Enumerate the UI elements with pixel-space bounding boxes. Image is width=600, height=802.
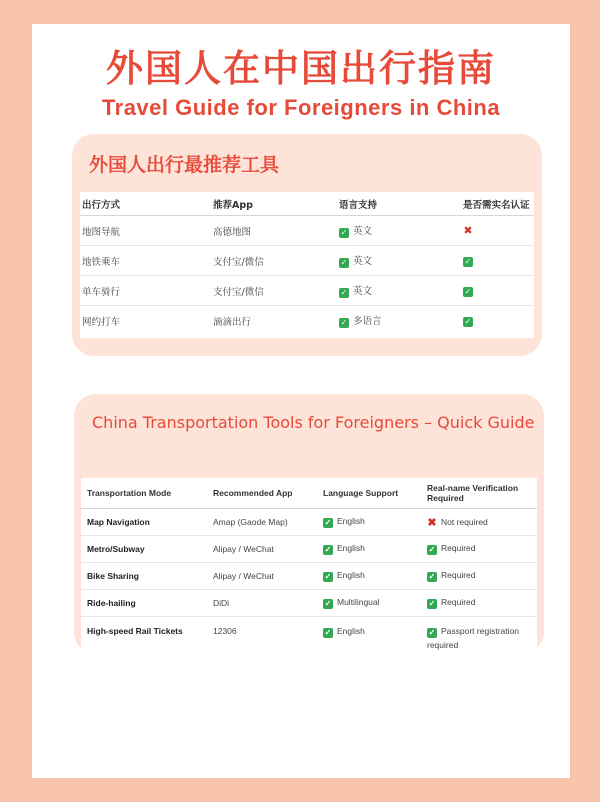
check-icon: ✓ — [428, 599, 436, 608]
table-row — [80, 306, 534, 336]
cell-verify — [421, 563, 537, 590]
lang-text: English — [337, 626, 365, 636]
cross-icon: ✖ — [463, 224, 473, 237]
table-header-row — [81, 478, 537, 509]
lang-text: English — [337, 516, 365, 526]
cell-mode: 地图导航 — [80, 216, 211, 246]
cell-lang — [317, 536, 421, 563]
cell-mode: 地铁乘车 — [80, 246, 211, 276]
table-zh — [80, 192, 534, 335]
cell-lang — [337, 276, 461, 306]
page-title-en: Travel Guide for Foreigners in China — [101, 95, 501, 120]
column-header: 出行方式 — [80, 192, 211, 216]
verify-text: Required — [441, 543, 476, 553]
cell-mode: 网约打车 — [82, 316, 121, 328]
table-row — [81, 536, 537, 563]
check-icon: ✓ — [464, 286, 472, 296]
verify-text: Required — [441, 597, 476, 607]
cell-mode: Metro/Subway — [81, 536, 207, 563]
column-header: Real-name Verification Required — [421, 478, 537, 509]
cell-mode: High-speed Rail Tickets — [87, 626, 183, 636]
cell-lang — [337, 246, 461, 276]
lang-text: 英文 — [353, 226, 373, 237]
cell-lang — [337, 216, 461, 246]
verify-text: Required — [441, 570, 476, 580]
cell-app: Alipay / WeChat — [207, 563, 317, 590]
cell-app: DiDi — [207, 590, 317, 617]
column-header: Recommended App — [207, 478, 317, 509]
table-row — [81, 617, 537, 663]
table-row — [81, 563, 537, 590]
check-icon: ✓ — [340, 228, 348, 237]
check-icon: ✓ — [428, 572, 436, 581]
cell-app: Alipay / WeChat — [207, 536, 317, 563]
page-title-zh: 外国人在中国出行指南 — [106, 47, 496, 90]
cell-verify — [461, 216, 534, 246]
check-icon: ✓ — [464, 256, 472, 266]
verify-text: Passport registration required — [427, 626, 519, 650]
card-zh — [72, 134, 542, 356]
cell-verify — [421, 536, 537, 563]
cell-lang — [317, 617, 421, 663]
card-title-zh: 外国人出行最推荐工具 — [89, 154, 280, 176]
lang-text: 英文 — [353, 286, 373, 297]
cell-mode: Ride-hailing — [81, 590, 207, 617]
check-icon: ✓ — [428, 545, 436, 554]
guide-sheet — [32, 24, 570, 778]
table-zh-container — [80, 192, 534, 338]
cell-verify — [461, 246, 534, 276]
table-row — [80, 276, 534, 306]
lang-text: English — [337, 570, 365, 580]
cell-verify — [421, 590, 537, 617]
column-header: 推荐App — [211, 192, 337, 216]
cell-mode: Map Navigation — [81, 509, 207, 536]
check-icon: ✓ — [324, 518, 332, 527]
cell-app: 滴滴出行 — [213, 316, 252, 328]
cell-lang — [317, 590, 421, 617]
check-icon: ✓ — [464, 316, 472, 326]
column-header: Transportation Mode — [81, 478, 207, 509]
table-row — [80, 246, 534, 276]
check-icon: ✓ — [324, 572, 332, 581]
cell-lang — [337, 306, 461, 336]
check-icon: ✓ — [428, 628, 436, 637]
cell-app: 支付宝/微信 — [211, 276, 337, 306]
check-icon: ✓ — [324, 545, 332, 554]
cell-verify — [421, 617, 537, 663]
cell-app: Amap (Gaode Map) — [207, 509, 317, 536]
lang-text: 多语言 — [353, 316, 382, 327]
verify-text: Not required — [441, 516, 488, 527]
cell-app: 高德地图 — [211, 216, 337, 246]
table-header-row — [80, 192, 534, 216]
check-icon: ✓ — [340, 288, 348, 297]
check-icon: ✓ — [340, 258, 348, 267]
cell-mode: 单车骑行 — [80, 276, 211, 306]
cell-app: 12306 — [213, 626, 237, 636]
check-icon: ✓ — [324, 628, 332, 637]
cell-lang — [317, 563, 421, 590]
cell-app: 支付宝/微信 — [211, 246, 337, 276]
check-icon: ✓ — [324, 599, 332, 608]
column-header: 语言支持 — [337, 192, 461, 216]
table-en — [81, 478, 537, 662]
card-en — [74, 394, 544, 654]
cell-lang — [317, 509, 421, 536]
card-title-en: China Transportation Tools for Foreigners – Quick Guide — [92, 413, 535, 432]
cell-verify — [421, 509, 537, 536]
table-en-container — [81, 478, 537, 654]
table-row — [81, 509, 537, 536]
column-header: 是否需实名认证 — [461, 192, 534, 216]
cell-verify — [461, 276, 534, 306]
column-header: Language Support — [317, 478, 421, 509]
cell-mode: Bike Sharing — [81, 563, 207, 590]
table-row — [81, 590, 537, 617]
lang-text: 英文 — [353, 256, 373, 267]
check-icon: ✓ — [340, 318, 348, 327]
table-row — [80, 216, 534, 246]
cell-verify — [461, 306, 534, 336]
cross-icon: ✖ — [427, 516, 437, 529]
lang-text: English — [337, 543, 365, 553]
lang-text: Multilingual — [337, 597, 380, 607]
